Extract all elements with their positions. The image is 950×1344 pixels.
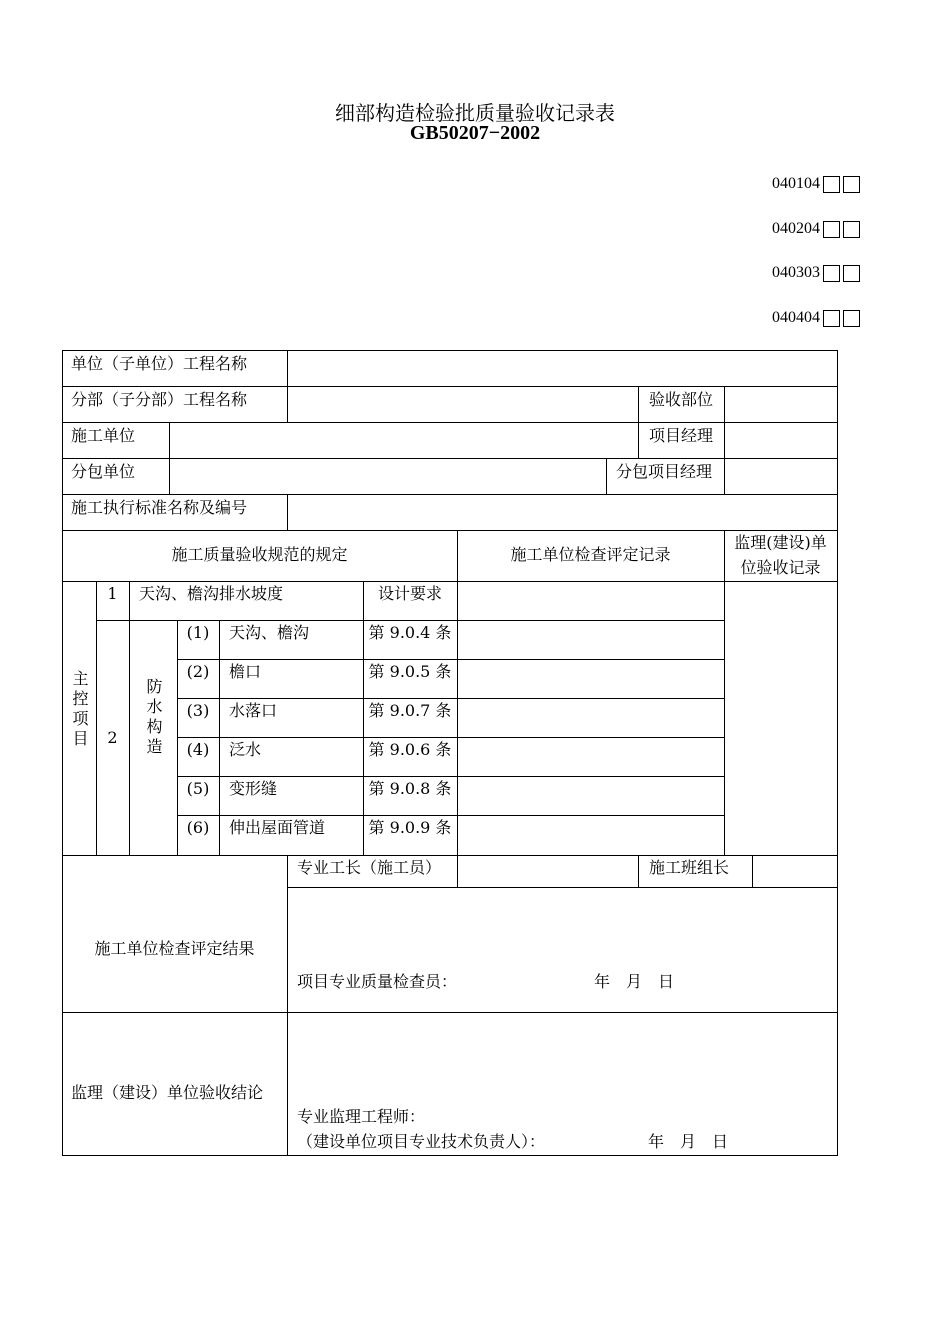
sub-project-label: 分部（子分部）工程名称 (71, 390, 248, 409)
project-manager-label: 项目经理 (649, 426, 714, 445)
sub-item-clause: 第 9.0.7 条 (368, 701, 452, 720)
result-date: 年 月 日 (594, 972, 675, 991)
subcontract-manager-label: 分包项目经理 (616, 462, 713, 481)
sub-item-name: 伸出屋面管道 (229, 818, 326, 837)
code-label: 040104 (772, 175, 820, 192)
sub-item-number: (4) (186, 740, 210, 759)
form-title: 细部构造检验批质量验收记录表 (335, 101, 615, 125)
supervise-column-header-line2: 位验收记录 (740, 558, 821, 577)
sub-item-name: 水落口 (229, 701, 278, 720)
standard-code: GB50207−2002 (409, 122, 541, 144)
item-requirement: 设计要求 (377, 584, 442, 603)
check-record-column-header: 施工单位检查评定记录 (510, 545, 671, 564)
construct-unit-label: 施工单位 (71, 426, 136, 445)
waterproof-group: 防水构造 (144, 678, 163, 758)
sub-item-number: (3) (186, 701, 210, 720)
sub-item-clause: 第 9.0.5 条 (368, 662, 452, 681)
supervise-column-header-line1: 监理(建设)单 (734, 533, 827, 552)
sub-item-name: 泛水 (229, 740, 262, 759)
sub-item-name: 天沟、檐沟 (229, 623, 310, 642)
conclusion-label: 监理（建设）单位验收结论 (71, 1083, 264, 1102)
sub-item-clause: 第 9.0.6 条 (368, 740, 452, 759)
subcontract-unit-label: 分包单位 (71, 462, 136, 481)
unit-project-label: 单位（子单位）工程名称 (71, 354, 248, 373)
code-label: 040204 (772, 220, 820, 237)
spec-column-header: 施工质量验收规范的规定 (171, 545, 348, 564)
item-number: 1 (107, 584, 118, 603)
item-number: 2 (107, 728, 118, 747)
sub-item-number: (5) (186, 779, 210, 798)
sub-item-number: (2) (186, 662, 210, 681)
team-leader-label: 施工班组长 (649, 858, 730, 877)
inspector-label: 项目专业质量检查员： (297, 972, 458, 991)
sub-item-name: 檐口 (229, 662, 262, 681)
code-label: 040303 (772, 264, 820, 281)
sub-item-name: 变形缝 (229, 779, 278, 798)
result-label: 施工单位检查评定结果 (94, 939, 255, 958)
tech-lead-label: （建设单位项目专业技术负责人）： (297, 1132, 546, 1151)
foreman-label: 专业工长（施工员） (297, 858, 442, 877)
engineer-label: 专业监理工程师： (297, 1107, 426, 1126)
conclusion-date: 年 月 日 (648, 1132, 729, 1151)
sub-item-number: (1) (186, 623, 210, 642)
sub-item-clause: 第 9.0.8 条 (368, 779, 452, 798)
code-label: 040404 (772, 309, 820, 326)
main-control-group: 主控项目 (70, 670, 89, 750)
sub-item-number: (6) (186, 818, 210, 837)
sub-item-clause: 第 9.0.9 条 (368, 818, 452, 837)
item-name: 天沟、檐沟排水坡度 (139, 584, 284, 603)
sub-item-clause: 第 9.0.4 条 (368, 623, 452, 642)
accept-part-label: 验收部位 (649, 390, 714, 409)
exec-standard-label: 施工执行标准名称及编号 (71, 498, 248, 517)
